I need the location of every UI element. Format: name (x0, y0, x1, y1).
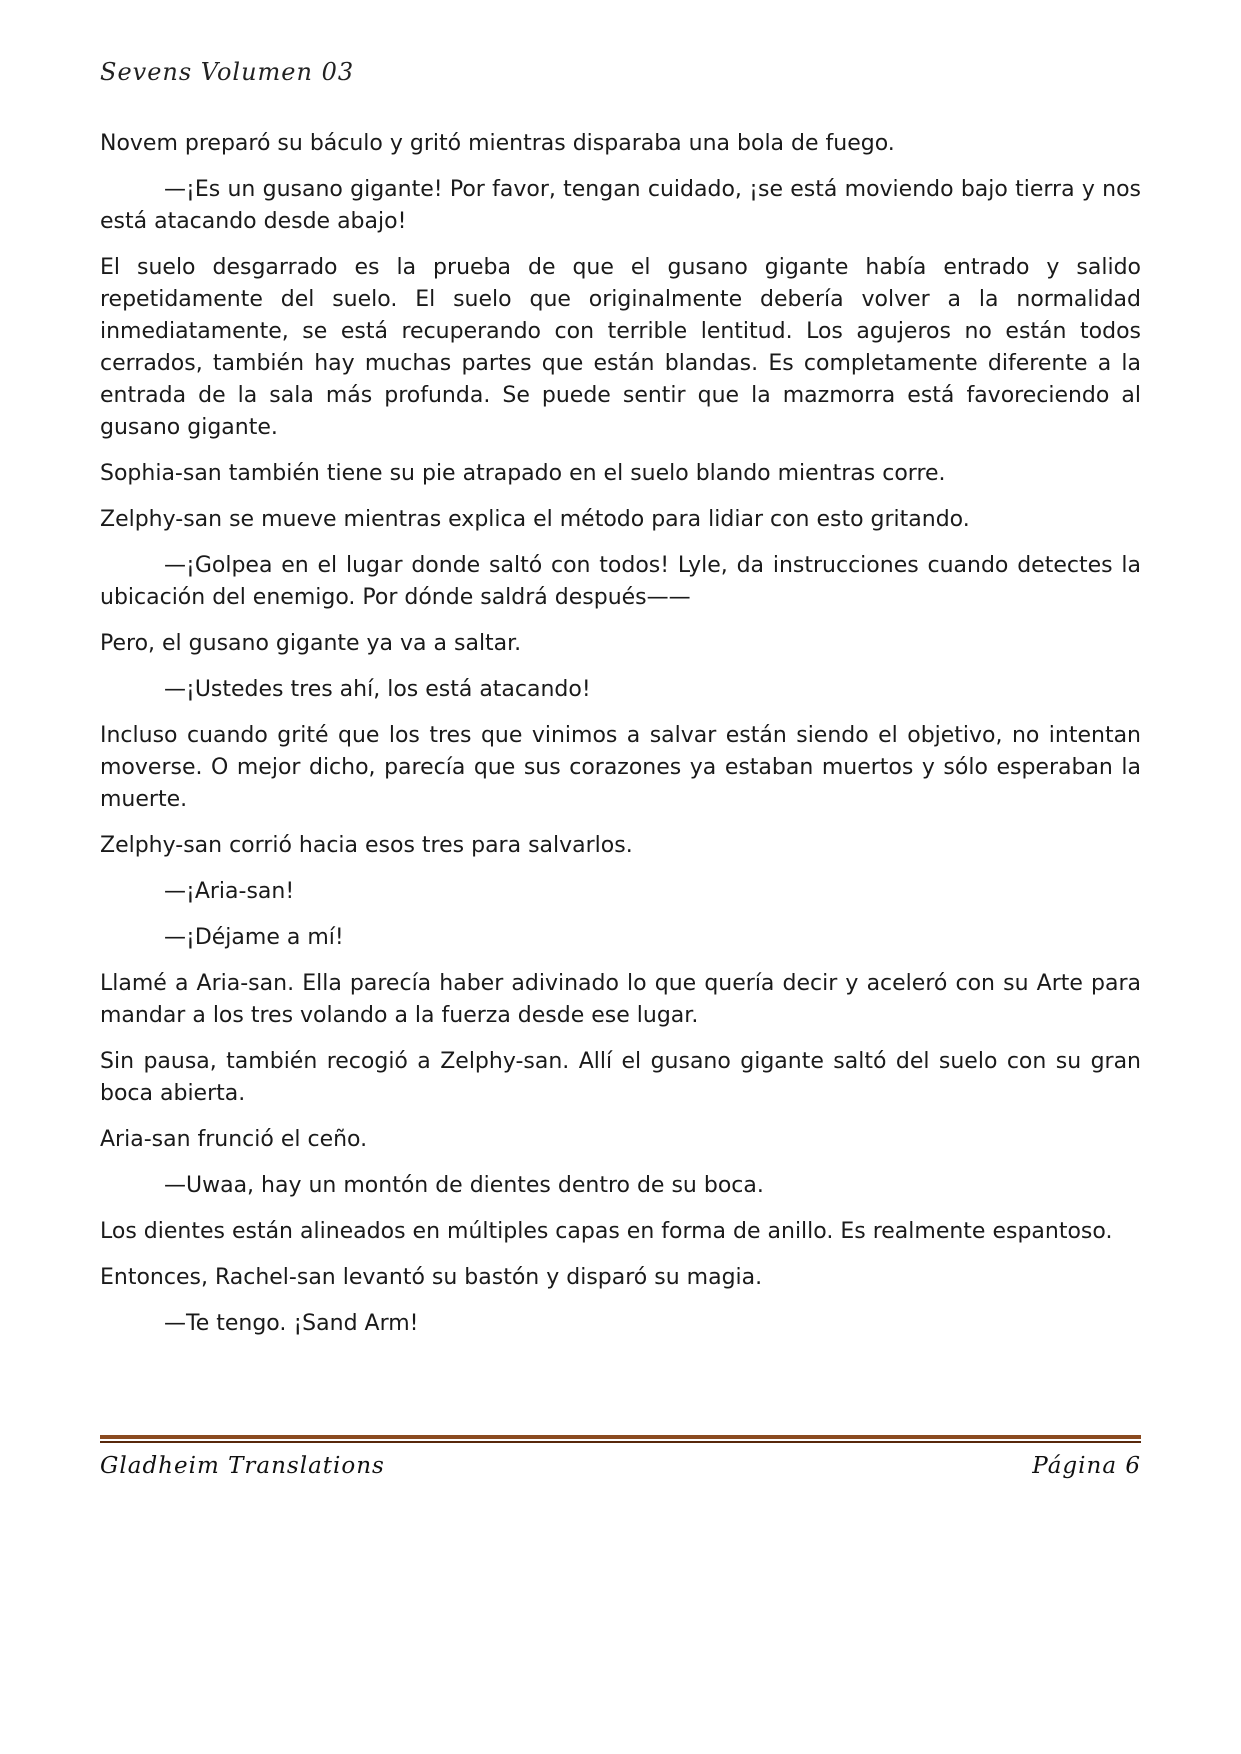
footer-row (100, 1453, 1141, 1479)
paragraph-9: Incluso cuando grité que los tres que vinimos a salvar están siendo el objetivo, no intentan moverse. O mejor dicho, parecía que sus corazones ya estaban muertos y sólo esperaban la muerte. (100, 723, 1141, 812)
paragraph-13: Llamé a Aria-san. Ella parecía haber adivinado lo que quería decir y aceleró con su Arte para mandar a los tres volando a la fuerza desde ese lugar. (100, 971, 1141, 1028)
footer-rule (100, 1435, 1141, 1443)
paragraph-6: —¡Golpea en el lugar donde saltó con todos! Lyle, da instrucciones cuando detectes la ubicación del enemigo. Por dónde saldrá después—— (100, 553, 1141, 610)
paragraph-18: Entonces, Rachel-san levantó su bastón y disparó su magia. (100, 1265, 763, 1290)
page-footer (100, 1435, 1141, 1479)
paragraph-3: El suelo desgarrado es la prueba de que el gusano gigante había entrado y salido repetidamente del suelo. El suelo que originalmente debería volver a la normalidad inmediatamente, se está recuperando con terrible lentitud. Los agujeros no están todos cerrados, también hay muchas partes que están blandas. Es completamente diferente a la entrada de la sala más profunda. Se puede sentir que la mazmorra está favoreciendo al gusano gigante. (100, 255, 1141, 440)
paragraph-7: Pero, el gusano gigante ya va a saltar. (100, 631, 522, 656)
footer-translator: Gladheim Translations (100, 1453, 385, 1479)
paragraph-14: Sin pausa, también recogió a Zelphy-san. Allí el gusano gigante saltó del suelo con su gran boca abierta. (100, 1049, 1141, 1106)
paragraph-8: —¡Ustedes tres ahí, los está atacando! (164, 677, 591, 702)
footer-page-number: Página 6 (1032, 1453, 1141, 1479)
paragraph-16: —Uwaa, hay un montón de dientes dentro de su boca. (164, 1173, 764, 1198)
document-body (100, 128, 1141, 1340)
paragraph-4: Sophia-san también tiene su pie atrapado en el suelo blando mientras corre. (100, 461, 946, 486)
paragraph-11: —¡Aria-san! (164, 879, 295, 904)
paragraph-17: Los dientes están alineados en múltiples capas en forma de anillo. Es realmente espantoso. (100, 1219, 1113, 1244)
paragraph-1: Novem preparó su báculo y gritó mientras disparaba una bola de fuego. (100, 131, 895, 156)
paragraph-15: Aria-san frunció el ceño. (100, 1127, 368, 1152)
page-header (100, 58, 1141, 86)
paragraph-19: —Te tengo. ¡Sand Arm! (164, 1311, 419, 1336)
paragraph-2: —¡Es un gusano gigante! Por favor, tengan cuidado, ¡se está moviendo bajo tierra y nos está atacando desde abajo! (100, 177, 1141, 234)
paragraph-5: Zelphy-san se mueve mientras explica el método para lidiar con esto gritando. (100, 507, 970, 532)
paragraph-10: Zelphy-san corrió hacia esos tres para salvarlos. (100, 833, 633, 858)
header-title: Sevens Volumen 03 (100, 58, 355, 86)
paragraph-12: —¡Déjame a mí! (164, 925, 344, 950)
